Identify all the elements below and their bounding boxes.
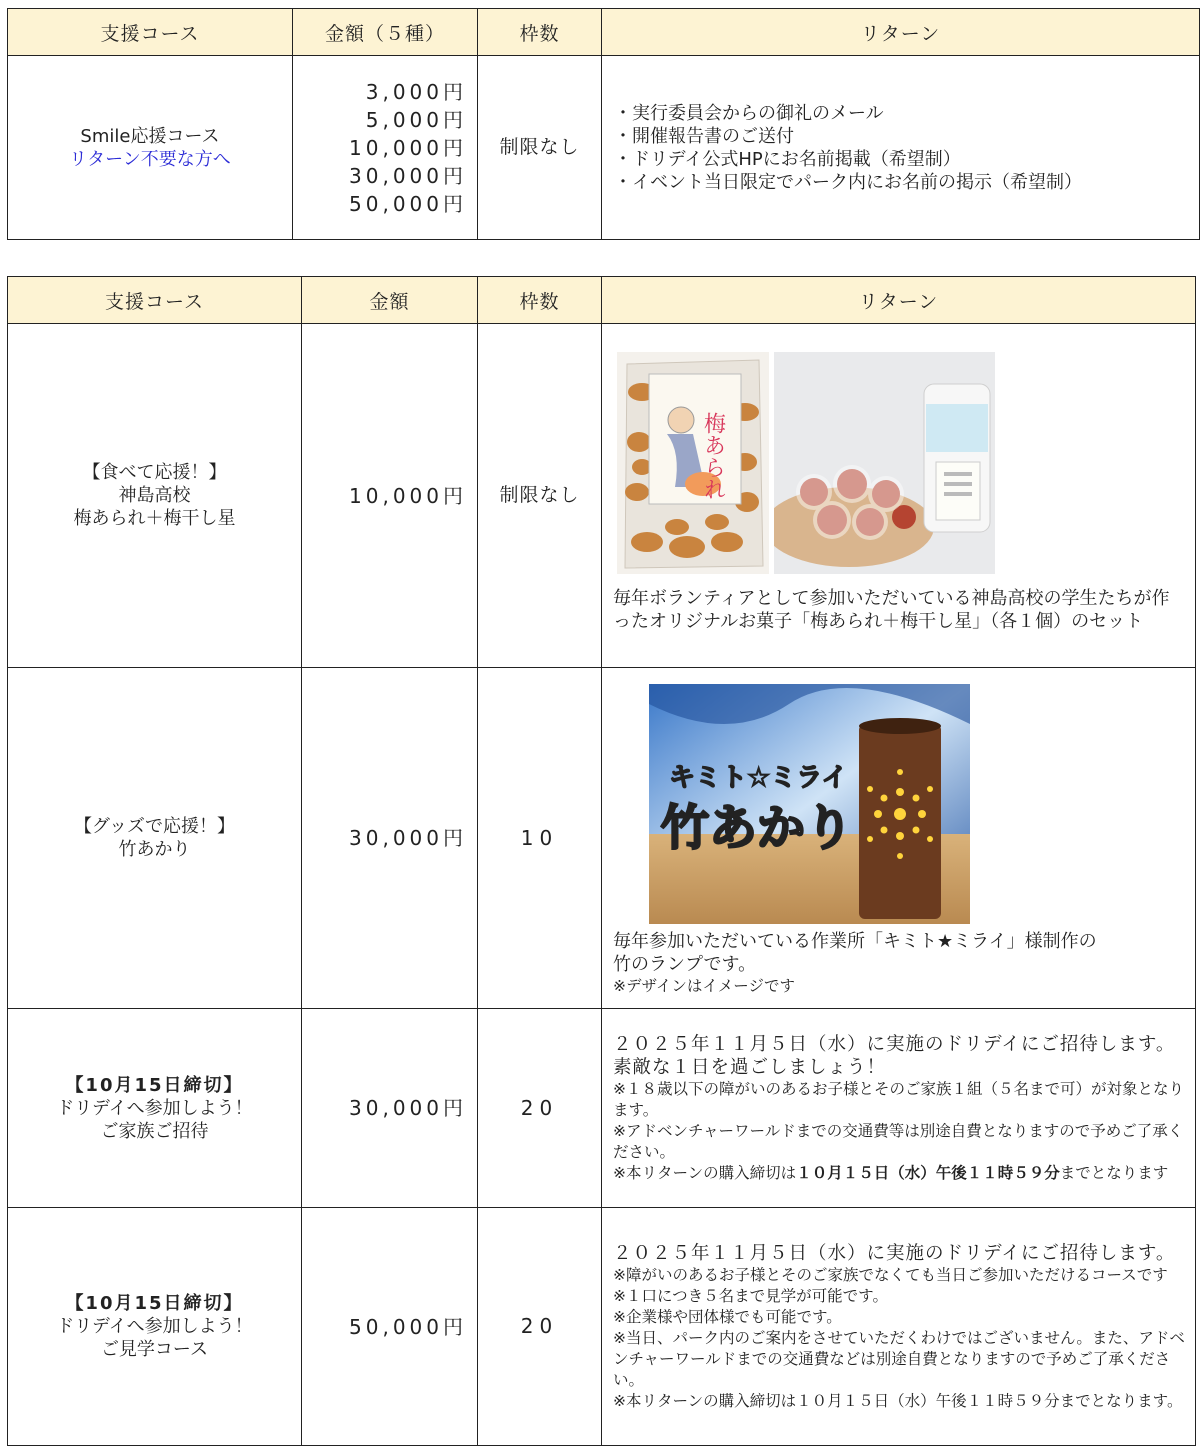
description-note: ※障がいのあるお子様とそのご家族でなくても当日ご参加いただけるコースです (613, 1265, 1168, 1284)
course-line: 神島高校 (118, 485, 191, 506)
image-title-main: 竹あかり (661, 800, 854, 856)
description-line: 竹のランプです。 (613, 954, 757, 975)
course-line: 竹あかり (118, 839, 191, 860)
description-line: 毎年参加いただいている作業所「キミト★ミライ」様制作の (613, 931, 1097, 952)
return-description: 毎年ボランティアとして参加いただいている神島高校の学生たちが作ったオリジナルお菓子「梅あられ＋梅干し星」（各１個）のセット (613, 588, 1170, 632)
table-row (8, 1009, 1196, 1208)
course-subtitle-link[interactable]: リターン不要な方へ (69, 148, 231, 170)
return-cell (602, 668, 1196, 1009)
course-line: ドリデイへ参加しよう！ (56, 1097, 253, 1119)
return-description (602, 1033, 1195, 1184)
course-cell (8, 668, 302, 1009)
amount-option: 3,000円 (365, 79, 467, 104)
smile-course-table (7, 8, 1200, 240)
course-name: Smile応援コース (80, 125, 220, 147)
amount-cell: 50,000円 (302, 1208, 478, 1446)
slots-cell: 20 (478, 1009, 602, 1208)
amount-cell: 30,000円 (302, 1009, 478, 1208)
table-header-row (8, 277, 1196, 324)
header-course: 支援コース (8, 9, 293, 56)
course-tag: 【グッズで応援！】 (73, 816, 236, 837)
description-note: ※アドベンチャーワールドまでの交通費等は別途自費となりますので予めご了承ください。 (613, 1121, 1184, 1161)
product-photos (617, 352, 1195, 574)
description-note: ※１８歳以下の障がいのあるお子様とそのご家族１組（５名まで可）が対象となります。 (613, 1079, 1184, 1119)
course-line: ご家族ご招待 (100, 1120, 209, 1142)
umeboshi-star-image (774, 352, 995, 574)
header-return: リターン (602, 9, 1200, 56)
return-item: ・開催報告書のご送付 (614, 125, 794, 147)
slots-cell: 制限なし (478, 56, 602, 240)
amount-cell (293, 56, 478, 240)
header-slots: 枠数 (478, 277, 602, 324)
description-lead: 素敵な１日を過ごしましょう！ (613, 1056, 887, 1078)
slots-cell: 10 (478, 668, 602, 1009)
return-item: ・ドリデイ公式HPにお名前掲載（希望制） (614, 148, 961, 170)
table-row (8, 1208, 1196, 1446)
slots-cell: 制限なし (478, 324, 602, 668)
course-deadline-tag: 【10月15日締切】 (65, 1293, 244, 1314)
table-row (8, 668, 1196, 1009)
amount-option: 10,000円 (349, 135, 467, 160)
header-slots: 枠数 (478, 9, 602, 56)
course-line: ドリデイへ参加しよう！ (56, 1316, 253, 1337)
description-note: ※１口につき５名まで見学が可能です。 (613, 1286, 888, 1305)
course-cell (8, 324, 302, 668)
description-note: ※本リターンの購入締切は１０月１５日（水）午後１１時５９分までとなります。 (613, 1391, 1183, 1410)
description-note: ※デザインはイメージです (613, 977, 795, 995)
return-item: ・実行委員会からの御礼のメール (614, 102, 884, 124)
slots-cell: 20 (478, 1208, 602, 1446)
amount-option: 5,000円 (365, 107, 467, 132)
description-note: ※当日、パーク内のご案内をさせていただくわけではございません。また、アドベンチャーワールドまでの交通費などは別途自費となりますので予めご了承ください。 (613, 1328, 1185, 1389)
amount-option: 50,000円 (349, 191, 467, 216)
deadline-prefix: ※本リターンの購入締切は (613, 1163, 797, 1182)
deadline-note (613, 1163, 1185, 1184)
return-description (602, 930, 1195, 997)
amount-cell: 10,000円 (302, 324, 478, 668)
return-cell (602, 56, 1200, 240)
return-cell (602, 324, 1196, 668)
course-line: 梅あられ＋梅干し星 (73, 508, 236, 529)
description-note: ※企業様や団体様でも可能です。 (613, 1307, 842, 1326)
bamboo-lamp-image (649, 684, 970, 924)
return-cell (602, 1208, 1196, 1446)
course-cell (8, 1009, 302, 1208)
image-title-brand: キミト☆ミライ (669, 763, 848, 793)
ume-arare-bag-image (617, 352, 769, 574)
return-description (602, 1242, 1195, 1412)
course-tag: 【食べて応援！】 (82, 462, 227, 483)
amount-option: 30,000円 (349, 163, 467, 188)
return-cell (602, 1009, 1196, 1208)
course-cell (8, 1208, 302, 1446)
amount-cell: 30,000円 (302, 668, 478, 1009)
header-course: 支援コース (8, 277, 302, 324)
course-cell (8, 56, 293, 240)
table-row (8, 56, 1200, 240)
bag-label: 梅あられ (700, 412, 726, 500)
description-lead: ２０２５年１１月５日（水）に実施のドリデイにご招待します。 (613, 1242, 1176, 1264)
table-header-row (8, 9, 1200, 56)
table-row (8, 324, 1196, 668)
header-amount: 金額（５種） (293, 9, 478, 56)
deadline-date: １０月１５日（水）午後１１時５９分 (796, 1163, 1060, 1182)
header-amount: 金額 (302, 277, 478, 324)
return-item: ・イベント当日限定でパーク内にお名前の掲示（希望制） (614, 171, 1082, 193)
return-course-table (7, 276, 1196, 1446)
course-deadline-tag: 【10月15日締切】 (65, 1074, 244, 1096)
header-return: リターン (602, 277, 1196, 324)
description-lead: ２０２５年１１月５日（水）に実施のドリデイにご招待します。 (613, 1033, 1176, 1055)
deadline-suffix: までとなります (1059, 1163, 1169, 1182)
course-line: ご見学コース (100, 1339, 209, 1360)
